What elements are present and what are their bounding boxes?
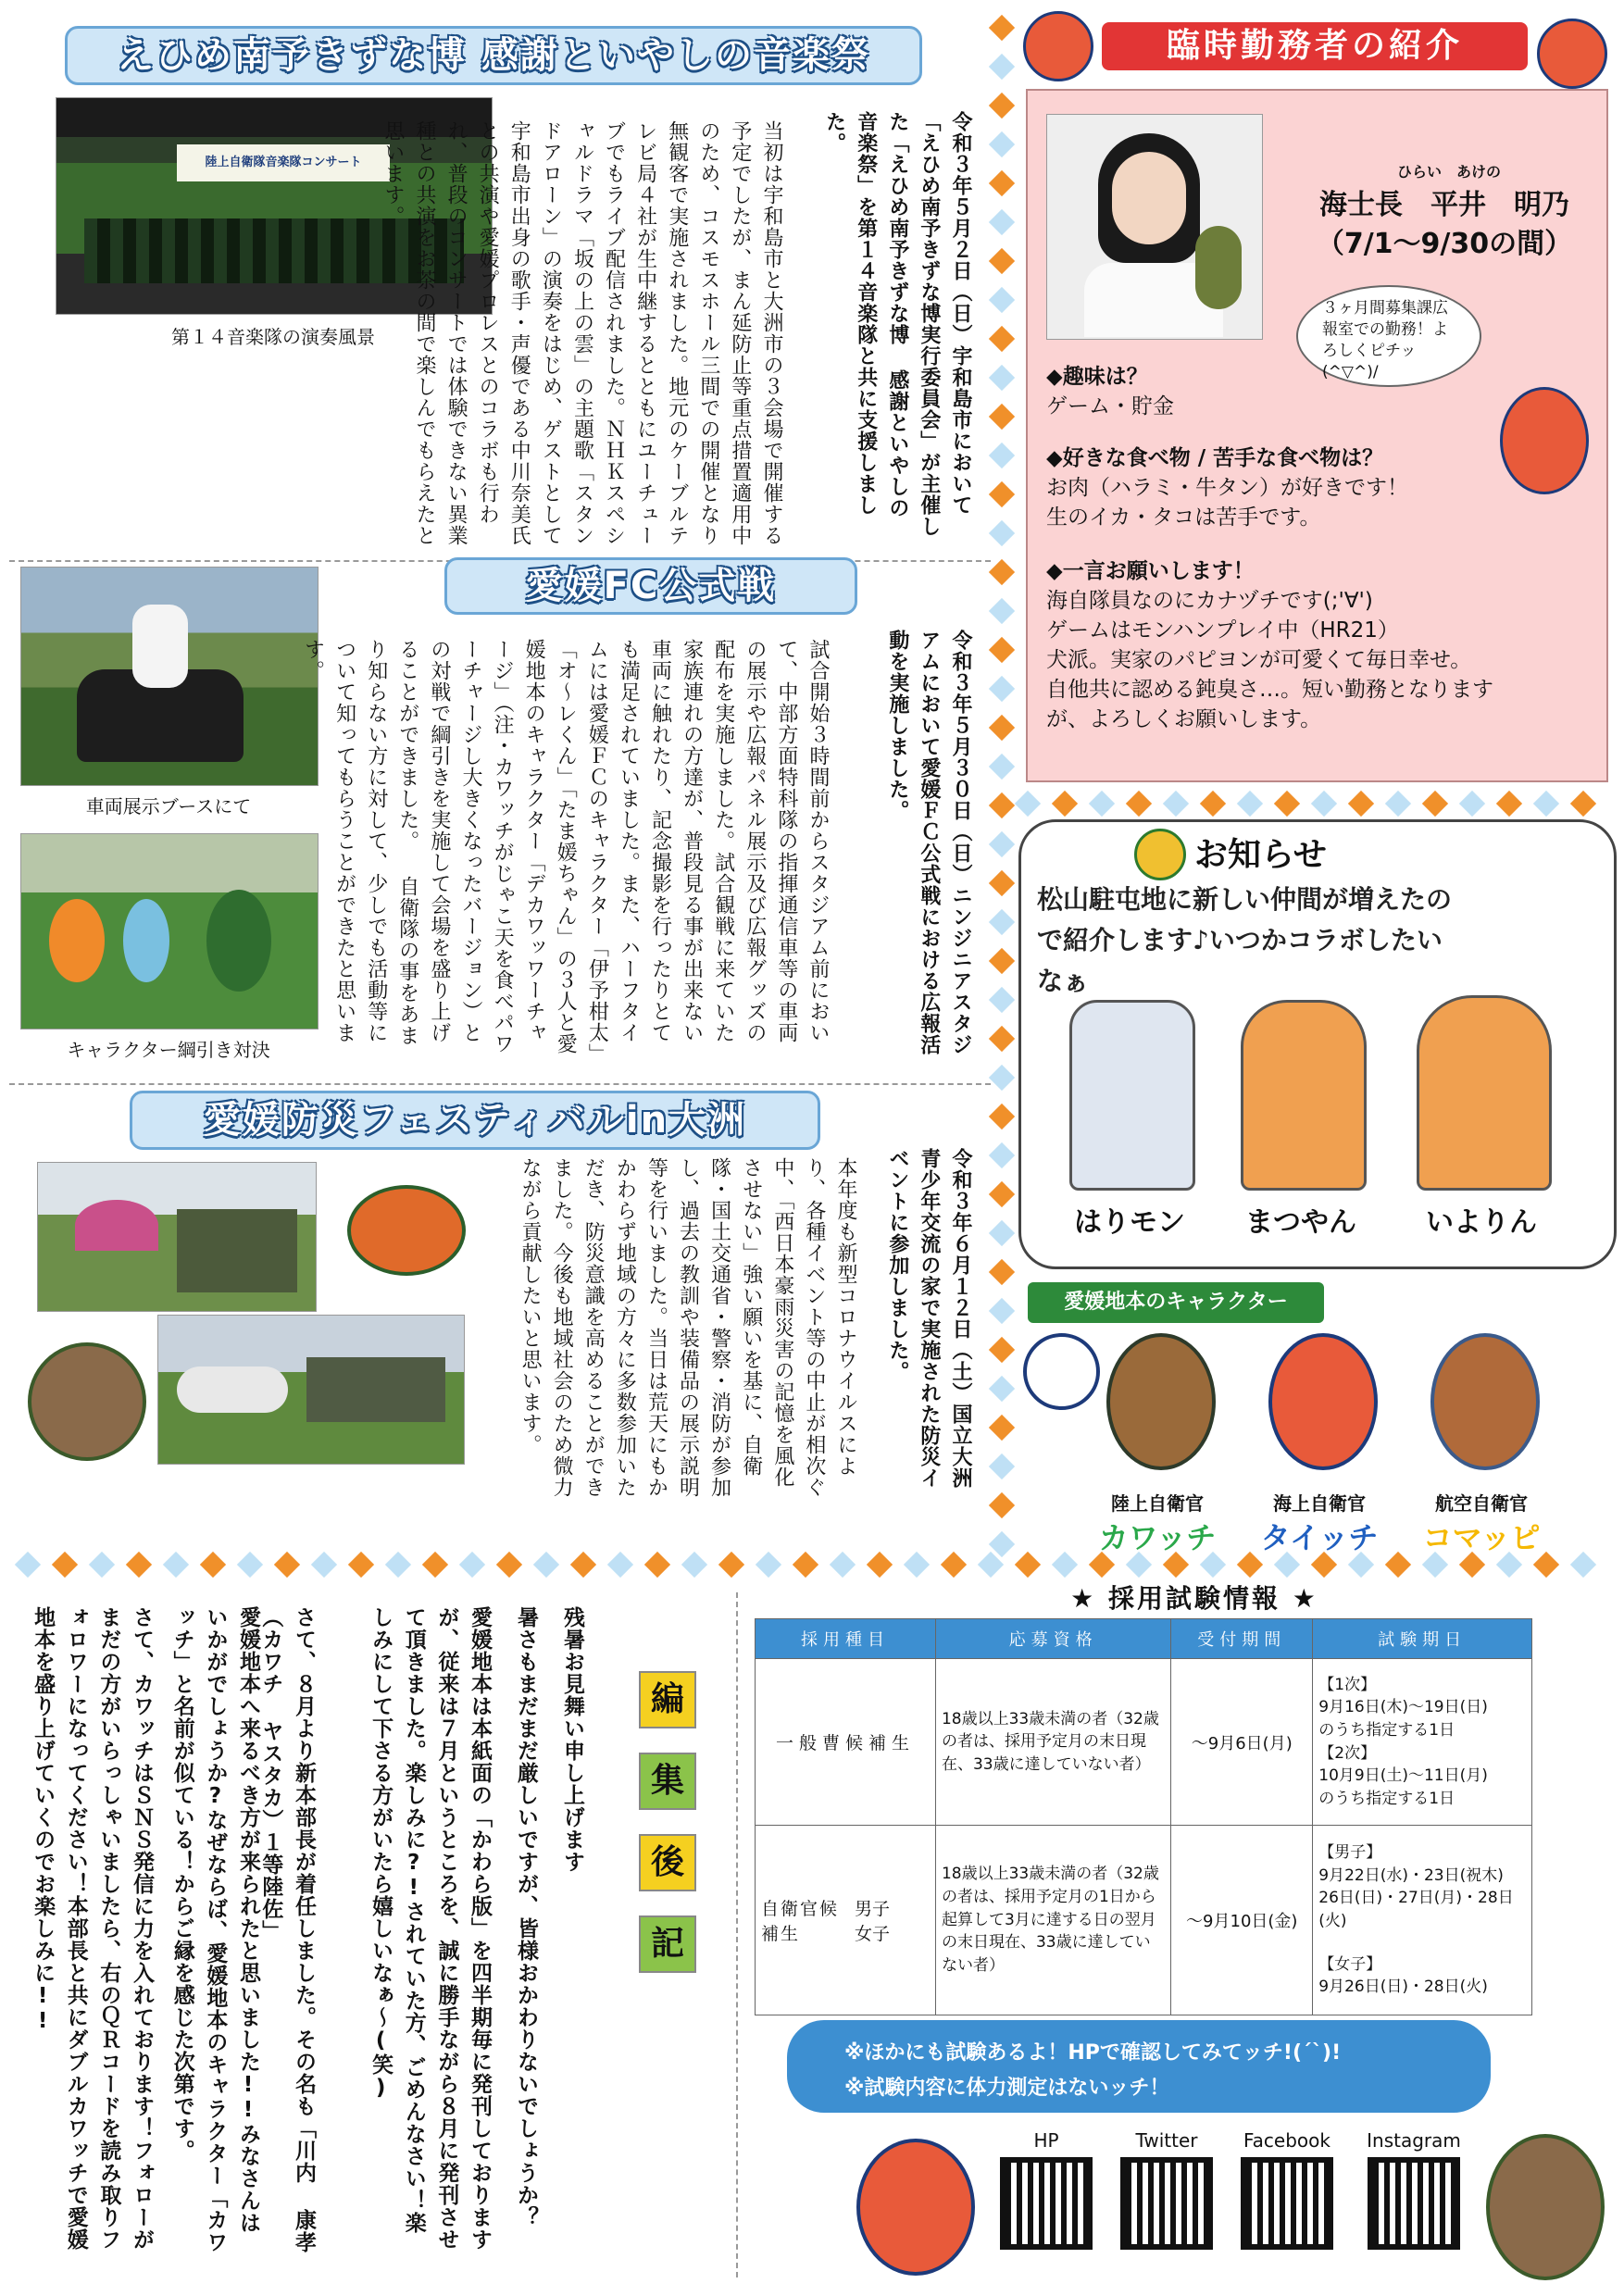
border-diamond	[989, 559, 1015, 585]
col-dates: 試験期日	[1313, 1619, 1532, 1659]
row2-dates	[1313, 1826, 1532, 2015]
border-diamond	[989, 676, 1015, 702]
row1-date-4: 10月9日(土)～11日(月)	[1318, 1766, 1488, 1786]
border-diamond	[989, 1298, 1015, 1324]
postscript-p4: さて、８月より新本部長が着任しました。その名も「川内 康孝（カワチ ヤスタカ）１等陸佐」	[258, 1606, 316, 2253]
row1-period: ～9月6日(月)	[1171, 1659, 1313, 1826]
border-diamond	[1200, 791, 1226, 817]
bird-mascot	[347, 1185, 466, 1276]
recruit-note-1: ※ほかにも試験あるよ！HPで確認してみてッチ!(´`)!	[844, 2041, 1342, 2065]
taicchi-cleaning-mascot	[856, 2139, 975, 2276]
border-diamond	[1422, 791, 1448, 817]
fc-caption-vehicle: 車両展示ブースにて	[85, 795, 252, 817]
border-diamond	[989, 1337, 1015, 1363]
mascot-name-komappi: コマッピ	[1422, 1520, 1541, 1555]
qr-label-instagram: Instagram	[1367, 2129, 1461, 2152]
char-name-iyorin: いよりん	[1426, 1206, 1537, 1239]
border-diamond	[989, 326, 1015, 352]
concert-title: えひめ南予きずな博 感謝といやしの音楽祭	[65, 26, 922, 85]
border-diamond	[989, 598, 1015, 624]
border-diamond	[15, 1552, 41, 1578]
postscript-title-4: 記	[639, 1915, 696, 1973]
border-diamond	[989, 481, 1015, 507]
border-diamond	[644, 1552, 670, 1578]
mascot-org-2: 海上自衛官	[1273, 1492, 1366, 1515]
row1-date-1: 9月16日(木)～19日(日)	[1318, 1698, 1488, 1717]
border-diamond	[989, 792, 1015, 818]
border-diamond	[1274, 791, 1300, 817]
border-diamond	[989, 443, 1015, 468]
border-diamond	[830, 1552, 856, 1578]
border-diamond	[1385, 791, 1411, 817]
qr-label-hp: HP	[1033, 2129, 1059, 2152]
border-diamond	[867, 1552, 893, 1578]
concert-caption: 第１４音楽隊の演奏風景	[171, 326, 375, 348]
border-diamond	[200, 1552, 226, 1578]
staff-name-ruby: ひらい あけの	[1396, 163, 1501, 181]
row1-date-0: 【1次】	[1318, 1675, 1377, 1694]
border-diamond	[459, 1552, 485, 1578]
staff-photo	[1046, 114, 1263, 340]
border-diamond	[1089, 791, 1115, 817]
recruit-title: ★ 採用試験情報 ★	[1070, 1583, 1318, 1614]
fc-body: 試合開始３時間前からスタジアム前において、中部方面特科隊の指揮通信車等の車両の展示や広報パネル展示及び広報グッズの配布を実施しました。試合観戦に来ていた家族連れの方達が、普段見る事が出来ない車両に触れたり、記念撮影を行ったりとても満足されていました。また、ハーフタイムには愛媛ＦＣのキャラクター「伊予柑太」「オ～レくん」「たま媛ちゃん」の３人と愛媛地本のキャラクター「デカワッワーチャージ」（注・カワッチがじゃこ天を食べパワーチャージし大きくなったバージョン）との対戦で綱引きを実施して会場を盛り上げることができました。 自衛隊の事をあまり知らない方に対して、少しでも活動等について知ってもらうことができたと思います。	[301, 639, 830, 1054]
food-question: ◆好きな食べ物 / 苦手な食べ物は？	[1046, 446, 1384, 470]
taicchi-mascot-top	[1023, 11, 1093, 81]
bousai-body: 本年度も新型コロナウイルスにより、各種イベント等の中止が相次ぐ中、「西日本豪雨災害の記憶を風化させない」強い願いを基に、自衛隊・国土交通省・警察・消防が参加し、過去の教訓や装備品の展示説明等を行いました。当日は荒天にもかかわらず地域の方々に多数参加いただき、防災意識を高めることができました。今後も地域社会のため微力ながら貢献したいと思います。	[518, 1157, 857, 1498]
border-diamond	[1459, 791, 1485, 817]
border-diamond	[163, 1552, 189, 1578]
border-diamond	[989, 1065, 1015, 1091]
border-diamond	[989, 754, 1015, 780]
border-diamond	[989, 1220, 1015, 1246]
food-answer-1: お肉（ハラミ・牛タン）が好きです！	[1046, 476, 1408, 500]
matsuyama-emblem	[1134, 829, 1186, 880]
concert-body: 当初は宇和島市と大洲市の３会場で開催する予定でしたが、まん延防止等重点措置適用中のため、コスモスホール三間での開催となり無観客で実施されました。地元のケーブルテレビ局４社が生中継するとともにユーチューブでもライブ配信されました。ＮＨＫスペシャルドラマ「坂の上の雲」の主題歌「スタンドアローン」の演奏をはじめ、ゲストとして宇和島市出身の歌手・声優である中川奈美氏との共演や愛媛プロレスとのコラボも行われ、普段のコンサートでは体験できない異業種との共演をお茶の間で楽しんでもらえたと思います。	[381, 120, 783, 546]
border-diamond	[989, 1492, 1015, 1518]
border-diamond	[989, 404, 1015, 430]
row2-kind-cell	[756, 1826, 936, 2015]
border-diamond	[1237, 791, 1263, 817]
row1-date-3: 【2次】	[1318, 1743, 1377, 1763]
fc-photo-tug	[20, 833, 319, 1029]
border-diamond	[989, 54, 1015, 80]
row2-date-0: 【男子】	[1318, 1843, 1382, 1863]
notice-text-1: 松山駐屯地に新しい仲間が増えたの	[1037, 884, 1453, 915]
taicchi-figure	[1268, 1333, 1378, 1470]
row2-date-1: 9月22日(水)・23日(祝木)	[1318, 1866, 1504, 1885]
stage-sign: 陸上自衛隊音楽隊コンサート	[177, 144, 390, 181]
border-diamond	[1570, 791, 1596, 817]
border-diamond	[89, 1552, 115, 1578]
row1-kind: 一般曹候補生	[756, 1659, 936, 1826]
word-line-1: 海自隊員なのにカナヅチです(;'∀')	[1046, 589, 1373, 613]
postscript-title-1: 編	[639, 1671, 696, 1728]
row2-date-3	[1318, 1933, 1526, 1953]
border-diamond	[989, 637, 1015, 663]
row2-date-5: 9月26日(日)・28日(火)	[1318, 1978, 1488, 1997]
qr-label-facebook: Facebook	[1243, 2129, 1330, 2152]
border-diamond	[989, 1415, 1015, 1441]
kawacchi-camo-mascot	[28, 1342, 146, 1461]
recruit-note-box	[787, 2020, 1491, 2113]
fc-title: 愛媛FC公式戦	[444, 557, 857, 615]
border-diamond	[989, 93, 1015, 119]
col-qual: 応募資格	[935, 1619, 1170, 1659]
border-diamond	[681, 1552, 707, 1578]
qr-twitter[interactable]	[1120, 2157, 1213, 2250]
border-diamond	[989, 209, 1015, 235]
border-diamond	[1052, 791, 1078, 817]
hobby-question: ◆趣味は？	[1046, 365, 1148, 389]
border-diamond	[904, 1552, 930, 1578]
row2-gender: 男子 女子	[855, 1899, 891, 1944]
recruit-table-wrap	[755, 1618, 1532, 2015]
komappi-figure	[1430, 1333, 1540, 1470]
border-diamond	[989, 1104, 1015, 1129]
border-diamond	[989, 870, 1015, 896]
border-diamond	[126, 1552, 152, 1578]
divider-postscript	[736, 1592, 738, 2277]
border-diamond	[989, 909, 1015, 935]
bousai-lead: 令和３年６月１２日（土）国立大洲青少年交流の家で実施された防災イベントに参加しました。	[885, 1148, 972, 1489]
border-diamond	[1570, 1552, 1596, 1578]
border-diamond	[989, 365, 1015, 391]
border-diamond	[607, 1552, 633, 1578]
mascot-name-kawacchi: カワッチ	[1098, 1520, 1217, 1555]
row2-date-4: 【女子】	[1318, 1954, 1382, 1974]
border-diamond	[989, 1376, 1015, 1402]
border-diamond	[989, 831, 1015, 857]
border-diamond	[52, 1552, 78, 1578]
border-diamond	[1311, 791, 1337, 817]
border-diamond	[348, 1552, 374, 1578]
qr-instagram[interactable]	[1368, 2157, 1460, 2250]
border-diamond	[1163, 791, 1189, 817]
border-diamond	[422, 1552, 448, 1578]
char-name-harimon: はりモン	[1074, 1206, 1185, 1239]
border-diamond	[1126, 791, 1152, 817]
row1-date-2: のうち指定する1日	[1318, 1720, 1455, 1740]
border-diamond	[1052, 1552, 1078, 1578]
notice-text-3: なぁ	[1037, 966, 1090, 996]
border-diamond	[1348, 791, 1374, 817]
border-diamond	[533, 1552, 559, 1578]
word-line-2: ゲームはモンハンプレイ中（HR21）	[1046, 618, 1399, 643]
staff-period: （7/1～9/30の間）	[1316, 228, 1573, 260]
staff-bubble: ３ヶ月間募集課広報室での勤務！よろしくピチッ(^▽^)/	[1296, 285, 1481, 387]
iyorin-figure	[1417, 995, 1552, 1191]
mascot-org-1: 陸上自衛官	[1111, 1492, 1204, 1515]
staff-title: 臨時勤務者の紹介	[1102, 22, 1528, 70]
row2-period: ～9月10日(金)	[1171, 1826, 1313, 2015]
postscript-p3: 愛媛地本は本紙面の「かわら版」を四半期毎に発刊しておりますが、従来は７月というところを、誠に勝手ながら８月に発刊させて頂きました。楽しみに?!されていた方、ごめんなさい！楽しみにして下さる方がいたら嬉しいなぁ～(笑)	[369, 1606, 492, 2251]
matsuyan-figure	[1241, 1000, 1367, 1191]
fc-photo-vehicle	[20, 567, 319, 786]
concert-lead: 令和３年５月２日（日）宇和島市において「えひめ南予きずな博実行委員会」が主催した「えひめ南予きずな博 感謝といやしの音楽祭」を第１４音楽隊と共に支援しました。	[822, 111, 972, 537]
col-kind: 採用種目	[756, 1619, 936, 1659]
char-name-matsuyan: まつやん	[1245, 1206, 1356, 1239]
border-diamond	[989, 15, 1015, 41]
bousai-title: 愛媛防災フェスティバルin大洲	[130, 1091, 820, 1150]
word-question: ◆一言お願いします！	[1046, 559, 1255, 583]
word-line-4: 自他共に認める鈍臭さ…。短い勤務となります	[1046, 678, 1493, 702]
kawacchi-salute-mascot	[1486, 2134, 1605, 2280]
ehime-pco-emblem	[1023, 1333, 1100, 1410]
border-diamond	[756, 1552, 781, 1578]
postscript-p5: 愛媛地本へ来るべき方が来られたと思いました!!みなさんはいかがでしょうか?なぜならば、愛媛地本のキャラクター「カワッチ」と名前が似ている！からご縁を感じた次第です。	[169, 1606, 260, 2253]
staff-panel	[1026, 89, 1608, 782]
row1-qual: 18歳以上33歳未満の者（32歳の者は、採用予定月の末日現在、33歳に達していない者）	[935, 1659, 1170, 1826]
border-diamond	[941, 1552, 967, 1578]
postscript-p6: さて、カワッチはＳＮＳ発信に力を入れております！フォローがまだの方がいらっしゃいましたら、右のＱＲコードを読み取りフォロワーになってください！本部長と共にダブルカワッチで愛媛地本を盛り上げていくのでお楽しみに!!	[31, 1606, 154, 2251]
taicchi-mascot-panel	[1500, 387, 1589, 494]
bousai-photo-field	[157, 1315, 465, 1465]
border-diamond	[989, 131, 1015, 157]
mascots-label: 愛媛地本のキャラクター	[1028, 1282, 1324, 1323]
recruit-table	[755, 1618, 1532, 2015]
border-diamond	[989, 987, 1015, 1013]
border-diamond	[718, 1552, 744, 1578]
border-diamond	[989, 715, 1015, 741]
harimon-figure	[1069, 1000, 1195, 1191]
border-diamond	[274, 1552, 300, 1578]
border-diamond	[989, 948, 1015, 974]
border-diamond	[1015, 791, 1041, 817]
border-diamond	[989, 1454, 1015, 1479]
border-diamond	[989, 1259, 1015, 1285]
row1-dates	[1313, 1659, 1532, 1826]
border-diamond	[1533, 791, 1559, 817]
border-diamond	[496, 1552, 522, 1578]
border-diamond	[385, 1552, 411, 1578]
staff-name: 海士長 平井 明乃	[1319, 189, 1569, 221]
fc-lead: 令和３年５月３０日（日）ニンジニアスタジアムにおいて愛媛ＦＣ公式戦における広報活動を実施しました。	[885, 630, 972, 1055]
border-diamond	[989, 170, 1015, 196]
recruit-note-2: ※試験内容に体力測定はないッチ！	[844, 2077, 1170, 2100]
notice-title: お知らせ	[1194, 836, 1327, 874]
postscript-p1: 残暑お見舞い申し上げます	[560, 1606, 584, 1873]
border-diamond	[989, 1142, 1015, 1168]
border-diamond	[989, 1181, 1015, 1207]
food-answer-2: 生のイカ・タコは苦手です。	[1046, 505, 1321, 530]
row1-date-5: のうち指定する1日	[1318, 1789, 1455, 1808]
postscript-p2: 暑さもまだまだ厳しいですが、皆様おかわりないでしょうか？	[514, 1606, 538, 2228]
col-period: 受付期間	[1171, 1619, 1313, 1659]
mascot-org-3: 航空自衛官	[1435, 1492, 1528, 1515]
border-diamond	[1496, 791, 1522, 817]
qr-hp[interactable]	[1000, 2157, 1093, 2250]
border-diamond	[570, 1552, 596, 1578]
taicchi-mascot-top-right	[1537, 19, 1607, 89]
border-diamond	[1015, 1552, 1041, 1578]
qr-label-twitter: Twitter	[1135, 2129, 1198, 2152]
fc-caption-tug: キャラクター綱引き対決	[67, 1039, 270, 1061]
border-diamond	[989, 1026, 1015, 1052]
notice-text-2: で紹介します♪いつかコラボしたい	[1037, 925, 1443, 955]
row2-qual: 18歳以上33歳未満の者（32歳の者は、採用予定月の1日から起算して3月に達する日の翌月の末日現在、33歳に達していない者）	[935, 1826, 1170, 2015]
mascot-name-taicchi: タイッチ	[1260, 1520, 1379, 1555]
qr-facebook[interactable]	[1241, 2157, 1333, 2250]
word-line-5: が、よろしくお願いします。	[1046, 707, 1322, 731]
row2-date-2: 26日(日)・27日(月)・28日(火)	[1318, 1889, 1514, 1930]
border-diamond	[237, 1552, 263, 1578]
postscript-title-2: 集	[639, 1753, 696, 1810]
bousai-photo-tents	[37, 1162, 317, 1312]
border-diamond	[793, 1552, 818, 1578]
border-diamond	[989, 520, 1015, 546]
row2-kind: 自衛官候補生	[761, 1899, 840, 1944]
postscript-title-3: 後	[639, 1834, 696, 1891]
divider-2	[9, 1083, 991, 1085]
border-diamond	[311, 1552, 337, 1578]
word-line-3: 犬派。実家のパピヨンが可愛くて毎日幸せ。	[1046, 648, 1472, 672]
hobby-answer: ゲーム・貯金	[1046, 394, 1174, 418]
kawacchi-figure	[1106, 1333, 1216, 1470]
border-diamond	[989, 248, 1015, 274]
border-diamond	[989, 287, 1015, 313]
